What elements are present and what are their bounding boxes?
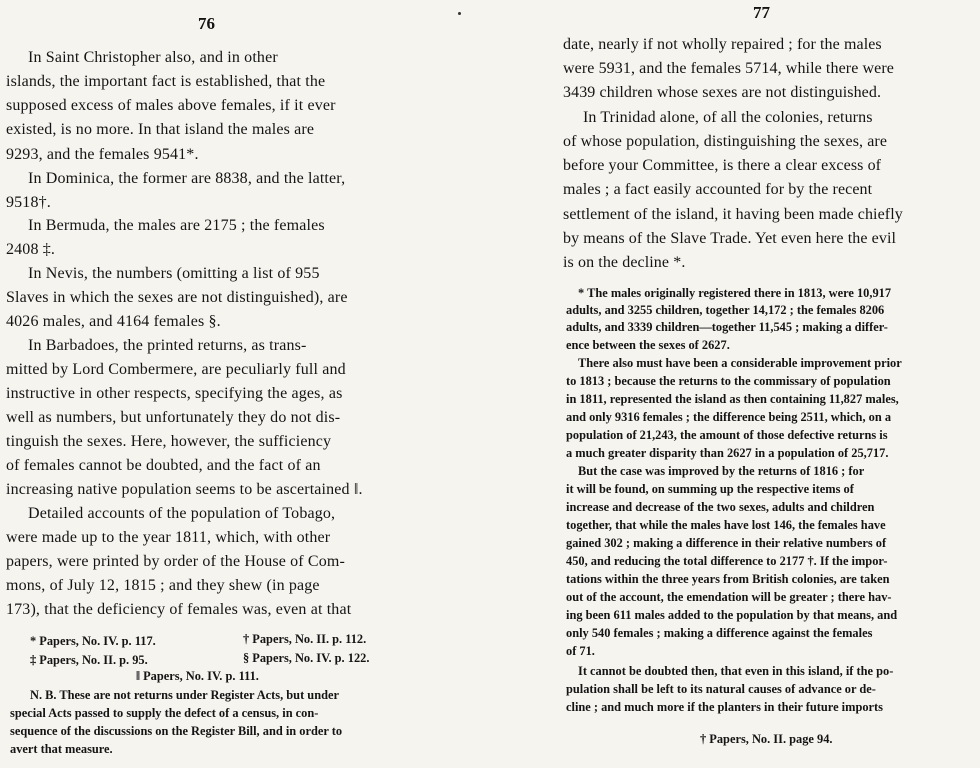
footnote-line: of 71. [566, 644, 595, 658]
footnote-line: in 1811, represented the island as then containing 11,827 males, [566, 392, 899, 406]
body-line: 9293, and the females 9541*. [6, 146, 199, 163]
footnote-ref: ‖ Papers, No. IV. p. 111. [136, 669, 259, 683]
note-line: avert that measure. [10, 742, 113, 756]
body-line: existed, is no more. In that island the males are [6, 121, 315, 138]
body-line: In Nevis, the numbers (omitting a list of 955 [28, 265, 320, 282]
footnote-line: adults, and 3255 children, together 14,172 ; the females 8206 [566, 303, 885, 317]
body-line: islands, the important fact is established, that the [6, 73, 326, 90]
body-line: 2408 ‡. [6, 241, 56, 258]
body-line: In Dominica, the former are 8838, and the latter, [28, 170, 346, 187]
footnote-line: gained 302 ; making a difference in their relative numbers of [566, 536, 887, 550]
body-line: In Saint Christopher also, and in other [28, 49, 278, 66]
note-line: special Acts passed to supply the defect of a census, in con- [10, 706, 319, 720]
footnote-ref: ‡ Papers, No. II. p. 95. [30, 653, 148, 667]
body-line: Slaves in which the sexes are not distinguished), are [6, 289, 348, 306]
body-line: well as numbers, but unfortunately they do not dis- [6, 409, 341, 426]
footnote-line: ence between the sexes of 2627. [566, 338, 730, 352]
page-footnote: † Papers, No. II. page 94. [700, 732, 833, 746]
body-line: increasing native population seems to be ascertained ‖. [6, 481, 363, 498]
page-number: 77 [753, 3, 770, 22]
body-line: instructive in other respects, specifying the ages, as [6, 385, 343, 402]
footnote-line: adults, and 3339 children—together 11,545 ; making a differ- [566, 320, 888, 334]
footnote-line: 450, and reducing the total difference to 2177 †. If the impor- [566, 554, 888, 568]
body-line: by means of the Slave Trade. Yet even here the evil [563, 230, 897, 247]
body-line: of females cannot be doubted, and the fact of an [6, 457, 321, 474]
footnote-line: only 540 females ; making a difference against the females [566, 626, 873, 640]
body-line: 9518†. [6, 194, 51, 211]
footnote-line: ing been 611 males added to the population by that means, and [566, 608, 898, 622]
body-line: settlement of the island, it having been made chiefly [563, 206, 903, 223]
footnote-line: * The males originally registered there in 1813, were 10,917 [578, 286, 892, 300]
body-line: papers, were printed by order of the House of Com- [6, 553, 345, 570]
body-line: males ; a fact easily accounted for by the recent [563, 181, 873, 198]
body-line: is on the decline *. [563, 254, 686, 271]
note-line: N. B. These are not returns under Register Acts, but under [30, 688, 339, 702]
body-line: In Bermuda, the males are 2175 ; the females [28, 217, 325, 234]
body-line: of whose population, distinguishing the sexes, are [563, 133, 888, 150]
footnote-line: and only 9316 females ; the difference being 2511, which, on a [566, 410, 892, 424]
footnote-line: population of 21,243, the amount of those defective returns is [566, 428, 888, 442]
note-line: sequence of the discussions on the Register Bill, and in order to [10, 724, 343, 738]
footnote-line: increase and decrease of the two sexes, adults and children [566, 500, 875, 514]
body-line: mitted by Lord Combermere, are peculiarly full and [6, 361, 346, 378]
body-line: before your Committee, is there a clear excess of [563, 157, 882, 174]
footnote-line: a much greater disparity than 2627 in a population of 25,717. [566, 446, 889, 460]
body-line: supposed excess of males above females, if it ever [6, 97, 336, 114]
footnote-line: together, that while the males have lost 146, the females have [566, 518, 886, 532]
body-line: 3439 children whose sexes are not distinguished. [563, 84, 882, 101]
footnote-line: cline ; and much more if the planters in their future imports [566, 700, 883, 714]
footnote-ref: † Papers, No. II. p. 112. [243, 632, 367, 646]
footnote-line: There also must have been a considerable improvement prior [578, 356, 902, 370]
body-line: In Trinidad alone, of all the colonies, returns [583, 109, 873, 126]
footnote-line: to 1813 ; because the returns to the commissary of population [566, 374, 891, 388]
body-line: were made up to the year 1811, which, with other [6, 529, 331, 546]
footnote-line: tations within the three years from British colonies, are taken [566, 572, 890, 586]
body-line: mons, of July 12, 1815 ; and they shew (in page [6, 577, 320, 594]
footnote-line: But the case was improved by the returns of 1816 ; for [578, 464, 865, 478]
body-line: were 5931, and the females 5714, while there were [563, 60, 894, 77]
left-page [0, 0, 470, 768]
footnote-ref: * Papers, No. IV. p. 117. [30, 634, 156, 648]
body-line: 4026 males, and 4164 females §. [6, 313, 221, 330]
body-line: Detailed accounts of the population of Tobago, [28, 505, 336, 522]
body-line: In Barbadoes, the printed returns, as trans- [28, 337, 307, 354]
body-line: tinguish the sexes. Here, however, the sufficiency [6, 433, 332, 450]
page-number: 76 [198, 14, 215, 33]
footnote-line: pulation shall be left to its natural causes of advance or de- [566, 682, 876, 696]
footnote-ref: § Papers, No. IV. p. 122. [243, 651, 370, 665]
footnote-line: out of the account, the emendation will be greater ; there hav- [566, 590, 892, 604]
right-page [500, 0, 980, 768]
footnote-line: it will be found, on summing up the respective items of [566, 482, 854, 496]
body-line: date, nearly if not wholly repaired ; for the males [563, 36, 882, 53]
footnote-line: It cannot be doubted then, that even in this island, if the po- [578, 664, 894, 678]
body-line: 173), that the deficiency of females was, even at that [6, 601, 352, 618]
